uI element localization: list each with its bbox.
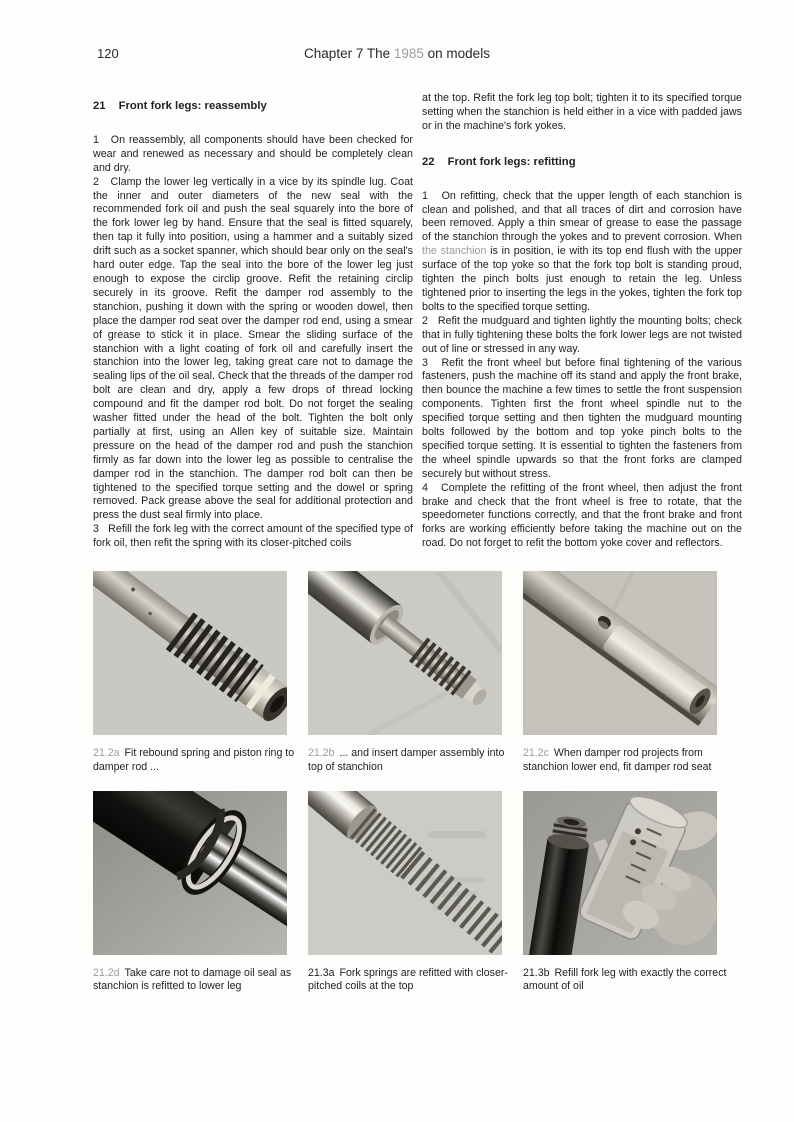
figure-caption [93,747,305,774]
figure-21-2c [523,571,717,774]
section-number: 21 [93,100,106,112]
figure-21-2d [93,791,292,994]
paragraph-21-3: 3 Refill the fork leg with the correct amount of the specified type of fork oil, then refit the spring with its closer-pitched coils [93,523,413,550]
figure-number: 21.2c [523,747,549,760]
chapter-prefix: Chapter 7 The [304,46,394,61]
figure-number: 21.3b [523,967,550,979]
figure-21-2a [93,571,295,774]
paragraph-22-3: 3 Refit the front wheel but before final tightening of the various fasteners, push the machine off its stand and apply the front brake, then bounce the machine a few times to settle the front suspension components. Tighten first the front wheel spindle nut to the specified torque setting and then tighten the mudguard mounting bolts followed by the bottom and top yoke pinch bolts to the specified torque setting. It is essential to tighten the fasteners from the wheel spindle upwards so that the front forks are clamped securely but without stress. [422,356,742,480]
highlighted-phrase: the stanchion [422,245,487,258]
chapter-suffix: on models [423,46,490,61]
figure-caption [523,747,735,774]
left-column [93,92,413,551]
figure-caption [523,967,735,994]
paragraph-22-2: 2 Refit the mudguard and tighten lightly the mounting bolts; check that in fully tightening these bolts the fork lower legs are not twisted out of line or stressed in any way. [422,314,742,355]
figure-21-3b [523,791,727,994]
section-number: 22 [422,155,435,168]
page-header [0,46,794,66]
chapter-title [0,46,794,61]
section-title: Front fork legs: reassembly [118,100,267,112]
text-columns [93,92,742,551]
caption-text: Fit rebound spring and piston ring to damper rod ... [93,747,295,773]
caption-text: Refill fork leg with exactly the correct amount of oil [523,967,727,993]
figure-number: 21.3a [308,967,335,979]
caption-text: Fork springs are refitted with closer-pitched coils at the top [308,967,508,993]
figure-grid [93,571,794,994]
photo-pouring-fork-oil [523,791,717,955]
photo-stanchion-into-lower-leg [93,791,287,955]
photo-damper-rod-seat [523,571,717,735]
paragraph-text: is in position, ie with its top end flush with the upper surface of the top yoke so that the fork top bolt is standing proud, tighten the pinch bolts just enough to retain the leg. Unless tightened prior to inserting the legs in the yokes, tighten the fork top bolts to the specified torque setting. [422,245,743,313]
paragraph-22-1 [422,190,742,315]
paragraph-21-1: 1 On reassembly, all components should have been checked for wear and renewed as necessary and should be completely clean and dry. [93,133,413,174]
paragraph-21-3-continuation: at the top. Refit the fork leg top bolt; tighten it to its specified torque setting when the stanchion is held either in a vice with padded jaws or in the machine's fork yokes. [422,92,742,132]
chapter-year: 1985 [393,46,424,61]
figure-21-2b [308,571,505,774]
caption-text: Take care not to damage oil seal as stanchion is refitted to lower leg [93,967,292,993]
figure-number: 21.2b [308,747,335,760]
paragraph-text: 1 On refitting, check that the upper length of each stanchion is clean and polished, and that all traces of dirt and corrosion have been removed. Apply a thin smear of grease to ease the passage of the stanchion through the yokes and to prevent corrosion. When [422,189,742,244]
figure-21-3a [308,791,508,994]
paragraph-21-2: 2 Clamp the lower leg vertically in a vice by its spindle lug. Coat the inner and outer diameters of the new seal with the recommended fork oil and push the seal squarely into the bore of the fork lower leg by hand. Ensure that the seal is fitted squarely, then tap it fully into position, using a hammer and a suitably sized drift such as a socket spanner, which should bear only on the seal's hard outer edge. Tap the seal into the bore of the lower leg just enough to expose the circlip groove. Refit the retaining circlip securely in its groove. Refit the damper rod assembly to the stanchion, pushing it down with the spring or wooden dowel, then place the damper rod seat over the damper rod end, using a smear of grease to stick it in place. Smear the sliding surface of the stanchion with a light coating of fork oil and carefully insert the stanchion into the lower leg, taking great care not to damage the sealing lips of the oil seal. Check that the threads of the damper rod bolt are clean and dry, apply a few drops of thread locking compound and fit the damper rod bolt. Do not forget the sealing washer fitted under the head of the bolt. Tighten the bolt only partially at first, using an Allen key of suitable size. Maintain pressure on the head of the damper rod and push the stanchion firmly as far down into the lower leg as possible to centralise the damper rod in the stanchion. The damper rod bolt can then be tightened to the specified torque setting and the dowel or spring removed. Pack grease above the seal for additional protection and press the dust seal firmly into place. [93,175,413,522]
section-22-heading [422,156,742,170]
photo-fork-spring [308,791,502,955]
caption-text: When damper rod projects from stanchion lower end, fit damper rod seat [523,747,712,773]
figure-number: 21.2a [93,747,120,760]
caption-text: ... and insert damper assembly into top of stanchion [308,747,505,773]
photo-damper-assembly-into-stanchion [308,571,502,735]
photo-rebound-spring-on-damper-rod [93,571,287,735]
right-column [422,92,742,551]
figure-caption [93,967,305,994]
figure-number: 21.2d [93,967,120,979]
section-title: Front fork legs: refitting [447,155,576,168]
paragraph-22-4: 4 Complete the refitting of the front wheel, then adjust the front brake and check that the front wheel is free to rotate, that the speedometer functions correctly, and that the front brake and front forks are working efficiently before taking the machine out on the road. Do not forget to refit the bottom yoke cover and reflectors. [422,481,742,550]
page-number: 120 [97,46,119,61]
figure-caption [308,967,520,994]
figure-caption [308,747,520,774]
section-21-heading [93,100,413,114]
